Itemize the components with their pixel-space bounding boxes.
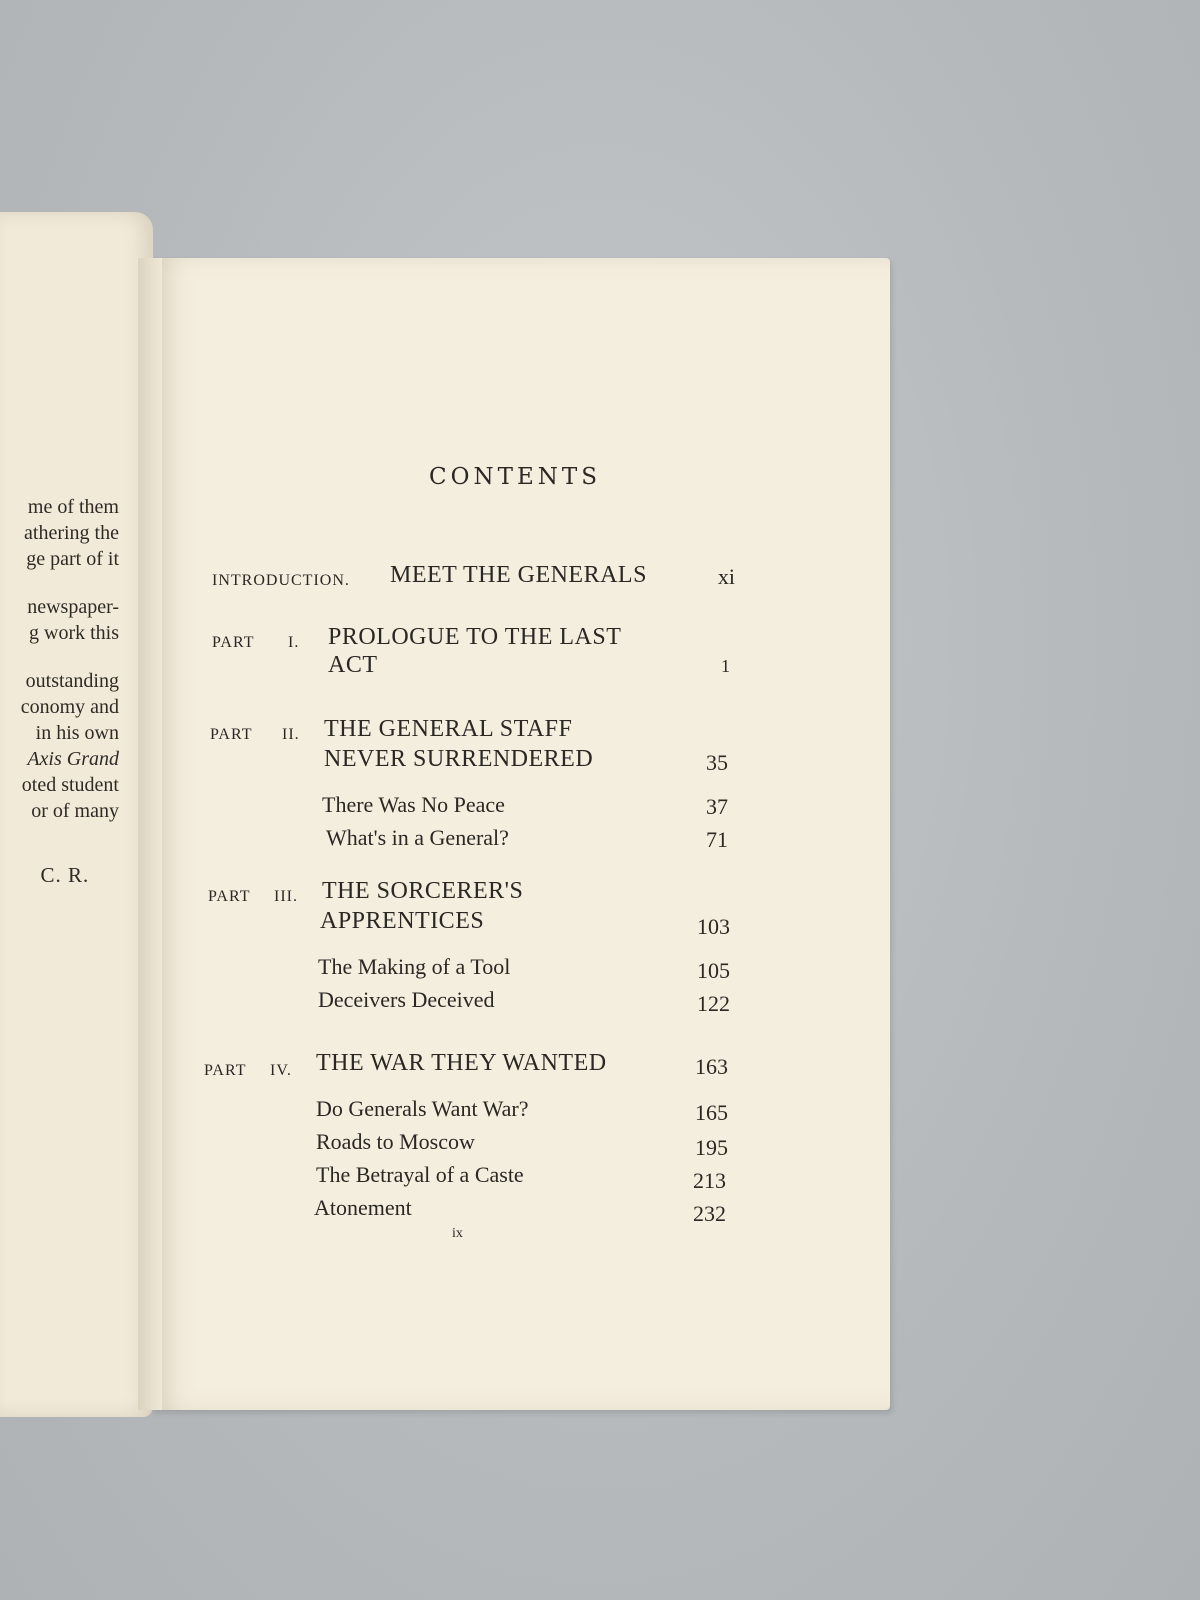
part-title-line: NEVER SURRENDERED	[324, 746, 594, 772]
intro-page: xi	[717, 564, 735, 589]
part-numeral: II.	[282, 726, 300, 743]
left-line: newspaper-	[27, 596, 119, 618]
part-title-line: PROLOGUE TO THE LAST	[328, 624, 622, 650]
chapter-title: The Betrayal of a Caste	[316, 1162, 524, 1187]
chapter-page: 213	[693, 1168, 726, 1193]
part-title-line: THE GENERAL STAFF	[324, 716, 573, 742]
part-numeral: IV.	[270, 1062, 292, 1079]
contents-heading: CONTENTS	[429, 464, 601, 490]
chapter-title: Deceivers Deceived	[318, 987, 495, 1012]
part-title-line: ACT	[328, 652, 378, 678]
part-numeral: I.	[288, 634, 300, 651]
left-line: outstanding	[25, 670, 119, 692]
chapter-title: Do Generals Want War?	[316, 1096, 529, 1121]
table-of-contents	[150, 258, 890, 1410]
left-line: ge part of it	[26, 548, 119, 570]
part-label: PART	[210, 726, 253, 743]
left-line: or of many	[31, 800, 119, 822]
page-folio: ix	[452, 1226, 463, 1241]
part-page: 163	[695, 1054, 728, 1079]
part-label: PART	[204, 1062, 247, 1079]
chapter-title: There Was No Peace	[322, 792, 505, 817]
part-title-line: THE SORCERER'S	[322, 878, 524, 904]
chapter-page: 71	[706, 827, 728, 852]
part-page: 103	[697, 914, 730, 939]
left-line: oted student	[21, 774, 119, 796]
chapter-page: 232	[693, 1201, 726, 1226]
chapter-page: 122	[697, 991, 730, 1016]
part-title-line: APPRENTICES	[320, 908, 485, 934]
left-line: athering the	[24, 522, 119, 544]
left-line: me of them	[27, 496, 119, 518]
left-page	[0, 212, 153, 1417]
left-page-text	[21, 494, 119, 888]
intro-label: INTRODUCTION.	[212, 572, 350, 589]
intro-title: MEET THE GENERALS	[390, 562, 647, 588]
part-page: 35	[706, 750, 728, 775]
chapter-page: 195	[695, 1135, 728, 1160]
left-line: conomy and	[20, 696, 119, 718]
chapter-title: The Making of a Tool	[318, 954, 511, 979]
left-line: in his own	[35, 722, 119, 744]
left-line: Axis Grand	[27, 748, 119, 770]
chapter-page: 37	[706, 794, 728, 819]
part-label: PART	[208, 888, 251, 905]
part-title-line: THE WAR THEY WANTED	[316, 1050, 607, 1076]
part-label: PART	[212, 634, 255, 651]
chapter-page: 165	[695, 1100, 728, 1125]
chapter-title: What's in a General?	[326, 825, 509, 850]
left-line: g work this	[29, 622, 119, 644]
part-numeral: III.	[274, 888, 298, 905]
signature: C. R.	[40, 863, 90, 887]
chapter-title: Roads to Moscow	[316, 1129, 475, 1154]
part-page: 1	[721, 656, 730, 676]
chapter-page: 105	[697, 958, 730, 983]
chapter-title: Atonement	[314, 1195, 412, 1220]
